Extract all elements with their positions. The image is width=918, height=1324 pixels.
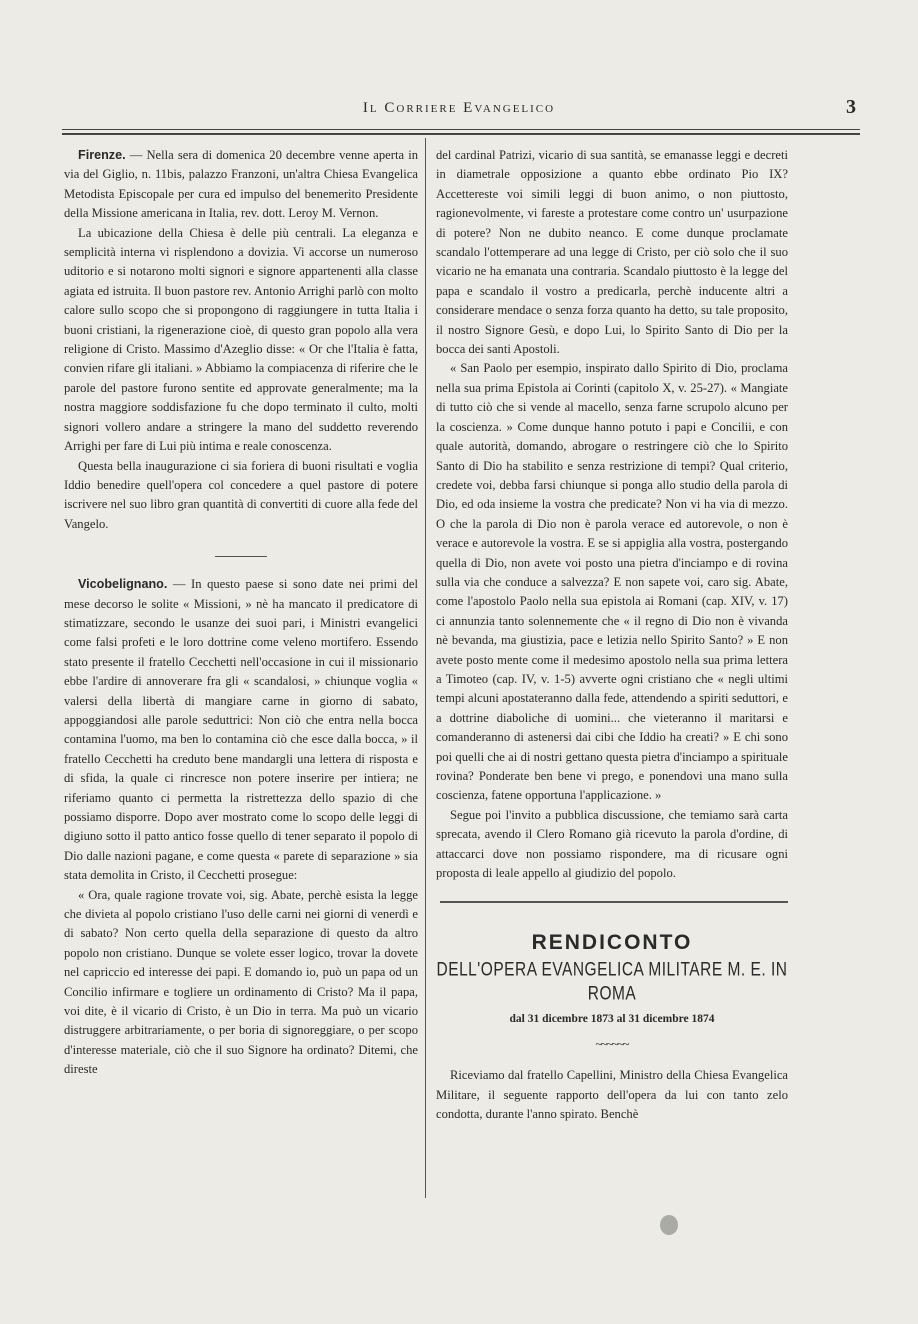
- paragraph-text: — Nella sera di domenica 20 decembre venne aperta in via del Giglio, n. 11bis, palazzo Franzoni, un'altra Chiesa Evangelica Metodista Episcopale per cura ed impulso del benemerito Presidente della Missione americana in Italia, rev. dott. Leroy M. Vernon.: [64, 148, 418, 221]
- report-dates: dal 31 dicembre 1873 al 31 dicembre 1874: [509, 1012, 715, 1025]
- paragraph-text: — In questo paese si sono date nei primi del mese decorso le solite « Missioni, » nè ha mancato il predicatore di stimatizzare, secondo le usanze dei suoi pari, i Ministri evangelici come falsi profeti e le loro dottrine come veleno mortifero. Essendo stato presente il fratello Cecchetti nell'occasione in cui il missionario ebbe l'ardire di annoverare fra gli « scandalosi, » chiunque voglia « valersi della libertà di mangiare carne in giorno di sabato, appoggiandosi alle parole seduttrici: Non ciò che entra nella bocca contamina l'uomo, ma ben lo contamina ciò che esce dalla bocca, » il fratello Cecchetti ha creduto bene mandargli una lettera di risposta e di sfida, la quale ci rincresce non potere inserire per intiera; ne riferiamo quanto ci permetta la ristrettezza dello spazio di che possiamo disporre. Dopo aver mostrato come lo scopo delle leggi di digiuno sotto il patto antico fosse quello di tener separato il popolo di Dio dalle nazioni pagane, e come questa « parete di separazione » sia stata demolita in Cristo, il Cecchetti prosegue:: [64, 577, 418, 883]
- article-continued-p2: « San Paolo per esempio, inspirato dallo Spirito di Dio, proclama nella sua prima Epistola ai Corinti (capitolo X, v. 25-27). « Mangiate di tutto ciò che si vende al macello, senza farne scrupolo alcuno per la coscienza. » Come dunque hanno potuto i papi e Concilii, e con quale autorità, domando, abrogare o restringere ciò che lo Spirito Santo di Dio ha stabilito e senza restrizione di tempi? Qual criterio, credete voi, debba farsi chiunque si ponga allo studio della parola di Dio, ed oda insieme la vostra che predicate? Non vi ha via di mezzo. O che la parola di Dio non è parola verace ed autorevole, o non è verace e autorevole la vostra. E se si appiglia alla vostra, postergando quella di Dio, non avete voi posto una pietra d'inciampo e di rovina sulla via che conduce a salvezza? E non sapete voi, caro sig. Abate, come l'apostolo Paolo nella sua epistola ai Romani (cap. XIV, v. 17) ci annunzia tanto solennemente che « il regno di Dio non è vivanda nè bevanda, ma giustizia, pace e letizia nello Spirito Santo? » E non avete posto mente come il medesimo apostolo nella sua prima lettera a Timoteo (cap. IV, v. 1-5) avverte ogni cristiano che « negli ultimi tempi alcuni apostateranno dalla fede, attendendo a spiriti seduttori, e a dottrine diaboliche di uomini... che vieteranno il maritarsi e comanderanno di astenersi dai cibi che Iddio ha creati? » E chi sono poi quelli che ai di nostri gettano questa pietra d'inciampo a spirituale rovina? Ponderate ben bene vi prego, e ponendovi una mano sulla coscienza, fatene opportuna l'applicazione. »: [436, 361, 788, 803]
- article-heading-vicobelignano: Vicobelignano.: [78, 577, 168, 592]
- article-continued-p1: del cardinal Patrizi, vicario di sua santità, se emanasse leggi e decreti in diametrale opposizione a quanto ebbe ordinato Pio IX? Accettereste voi simili leggi di buon animo, o non piuttosto, ragionevolmente, vi fareste a protestare come contro un' usurpazione di potere? Non ne dubito neanco. E come dunque proclamate scandalo l'ottemperare ad una legge di Cristo, per ciò solo che il suo vicario ne ha emanata una contraria. Scandalo piuttosto è la legge del papa e scandalo il vostro a predicarla, perchè inducente altri a considerare mendace o senza forza quanto ha detto, su tale proposito, il nostro Signore Gesù, e dopo Lui, lo Spirito Santo di Dio per la bocca dei santi Apostoli.: [436, 148, 788, 357]
- page-title: Il Corriere Evangelico: [362, 100, 556, 116]
- article-firenze-p3: Questa bella inaugurazione ci sia foriera di buoni risultati e voglia Iddio benedire quell'opera col concedere a quel pastore di potere iscrivere nel suo libro gran quantità di convertiti di cuore alla fede del Vangelo.: [64, 458, 418, 531]
- article-heading-firenze: Firenze.: [78, 148, 126, 162]
- column-divider: [425, 138, 426, 1198]
- right-column: [436, 146, 788, 1125]
- header-rule-thick: [62, 133, 860, 135]
- report-subtitle: DELL'OPERA EVANGELICA MILITARE M. E. IN ROMA: [436, 959, 788, 1005]
- left-column: [64, 146, 418, 1080]
- report-paragraph: Riceviamo dal fratello Capellini, Ministro della Chiesa Evangelica Militare, il seguente rapporto dell'opera da lui con tanto zelo condotta, durante l'anno spirato. Benchè: [436, 1068, 788, 1122]
- article-continued-p3: Segue poi l'invito a pubblica discussione, che temiamo sarà carta sprecata, avendo il Clero Romano già ricevuto la parola d'ordine, di attaccarci dove non possiamo rispondere, ma di ricusare ogni proposta di leale appello al giudizio del popolo.: [436, 807, 788, 881]
- article-vico-p1: [64, 575, 418, 886]
- report-title: RENDICONTO: [531, 931, 693, 955]
- running-head: [62, 96, 856, 124]
- ornament-divider: ~~~~~~: [595, 1037, 629, 1052]
- header-rule: [62, 129, 860, 130]
- article-firenze-p1: [64, 146, 418, 224]
- section-divider-wide: [440, 901, 788, 903]
- page-number: 3: [846, 96, 856, 118]
- section-divider: [215, 556, 267, 557]
- ink-blot: [660, 1215, 678, 1235]
- article-vico-p2: « Ora, quale ragione trovate voi, sig. Abate, perchè esista la legge che divieta al popolo cristiano l'uso delle carni nei giorni di venerdì e di sabato? Non certo quella della separazione di questo da altro popolo non cristiano. Dunque se volete esser logico, trovar la dovete nel capriccio ed interesse dei papi. E domando io, può un papa od un Concilio infirmare e togliere un ordinamento di Cristo? Ma il papa, voi dite, è il vicario di Cristo, è un Dio in terra. Ma può un vicario distruggere arbitrariamente, o per boria di signoreggiare, o per scopo d'interesse materiale, ciò che il suo Signore ha ordinato? Ditemi, che direste: [64, 887, 418, 1077]
- article-firenze-p2: La ubicazione della Chiesa è delle più centrali. La eleganza e semplicità interna vi risplendono a dovizia. Vi accorse un numeroso uditorio e si notarono molti signori e signore appartenenti alla classe agiata ed istruita. Il buon pastore rev. Antonio Arrighi parlò con molto calore sullo scopo che si propongono di raggiungere in tutta Italia i buoni cristiani, la rigenerazione cioè, di questo gran popolo alla vera religione di Cristo. Massimo d'Azeglio disse: « Or che l'Italia è fatta, convien rifare gli italiani. » Abbiamo la compiacenza di riferire che le parole del pastore furono sentite ed approvate generalmente; ma la nostra maggiore soddisfazione fu che dopo terminato il culto, molti signori vollero andare a stringere la mano del suddetto reverendo Arrighi per fare di Lui più intima e reale conoscenza.: [64, 225, 418, 454]
